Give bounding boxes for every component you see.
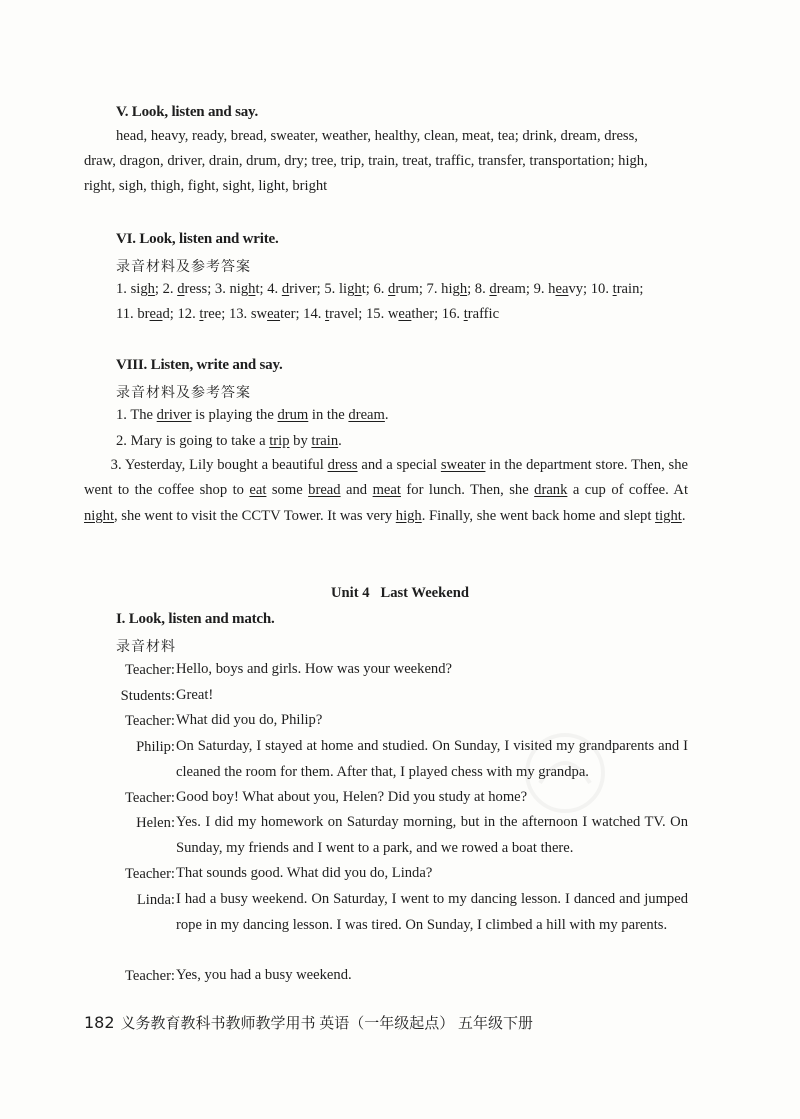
dialogue-speaker: Helen: xyxy=(136,815,175,831)
text-segment: ream; 9. h xyxy=(496,281,556,297)
section-viii-paragraph xyxy=(84,453,688,529)
text-segment: . xyxy=(681,507,686,524)
underlined-answer: dress xyxy=(327,457,358,473)
text-segment: 1. si xyxy=(116,281,141,297)
text-segment: ree; 13. sw xyxy=(203,306,268,322)
underlined-answer: driver xyxy=(156,407,192,423)
section-viii-sentence xyxy=(116,407,389,424)
dialogue-speaker: Teacher: xyxy=(124,790,175,806)
section-v-line: draw, dragon, driver, drain, drum, dry; tree, trip, train, treat, traffic, transfer, transportation; high, xyxy=(84,153,648,169)
underlined-answer: meat xyxy=(372,482,401,499)
text-segment: t; 6. xyxy=(361,281,389,297)
text-segment: 1. The xyxy=(116,407,157,423)
text-segment: by xyxy=(289,433,312,449)
dialogue-line: That sounds good. What did you do, Linda? xyxy=(176,865,433,881)
text-segment: d; 12. xyxy=(162,306,200,322)
text-segment: a cup of coffee. At xyxy=(567,482,689,499)
text-segment: 11. br xyxy=(116,306,150,322)
underlined-answer: tight xyxy=(655,507,682,524)
text-segment: for lunch. Then, she xyxy=(400,482,535,499)
section-v-title: V. Look, listen and say. xyxy=(116,104,259,120)
text-segment: river; 5. li xyxy=(289,281,348,297)
text-segment: ravel; 15. w xyxy=(329,306,399,322)
unit-section-title: I. Look, listen and match. xyxy=(116,611,275,627)
dialogue-speaker: Teacher: xyxy=(124,968,175,984)
page-footer xyxy=(84,1012,533,1033)
dialogue-line: Yes. I did my homework on Saturday morning, but in the afternoon I watched TV. On Sunday, my friends and I went to a park, and we rowed a boat there. xyxy=(176,814,688,856)
dialogue-line: What did you do, Philip? xyxy=(176,712,323,728)
underlined-answer: gh xyxy=(452,281,468,297)
section-vi-answers-line xyxy=(116,306,499,323)
text-segment: 3. Yesterday, Lily bought a beautiful xyxy=(84,457,328,473)
underlined-answer: gh xyxy=(347,281,362,297)
dialogue-speaker: Teacher: xyxy=(124,713,175,729)
unit-subtitle: 录音材料 xyxy=(116,639,176,655)
underlined-answer: eat xyxy=(249,482,267,499)
text-segment: ter; 14. xyxy=(280,306,326,322)
underlined-answer: night xyxy=(84,507,114,524)
text-segment: and xyxy=(340,482,373,499)
text-segment: in the department store. Then, she went to the coffee shop to xyxy=(84,457,688,499)
underlined-answer: train xyxy=(311,433,339,449)
section-viii-subtitle: 录音材料及参考答案 xyxy=(116,385,251,401)
dialogue-line: Great! xyxy=(176,687,214,703)
underlined-answer: d xyxy=(388,281,396,297)
section-v-line: right, sigh, thigh, fight, sight, light, bright xyxy=(84,178,328,194)
text-segment: rum; 7. hi xyxy=(395,281,453,297)
text-segment: rain; xyxy=(616,281,644,297)
underlined-answer: d xyxy=(489,281,497,297)
dialogue-line: Yes, you had a busy weekend. xyxy=(176,967,352,983)
underlined-answer: t xyxy=(199,306,204,322)
underlined-answer: bread xyxy=(308,482,341,499)
underlined-answer: ea xyxy=(149,306,163,322)
underlined-answer: drum xyxy=(277,407,309,423)
text-segment: , she went to visit the CCTV Tower. It was very xyxy=(114,507,396,524)
dialogue-line: On Saturday, I stayed at home and studied. On Sunday, I visited my grandparents and I cleaned the room for them. After that, I played chess with my grandpa. xyxy=(176,738,688,780)
section-viii-sentence xyxy=(116,433,342,450)
dialogue-speaker: Students: xyxy=(120,688,175,704)
underlined-answer: ea xyxy=(267,306,281,322)
dialogue-speaker: Teacher: xyxy=(124,662,175,678)
dialogue-line: Hello, boys and girls. How was your weekend? xyxy=(176,661,453,677)
underlined-answer: t xyxy=(325,306,330,322)
underlined-answer: t xyxy=(612,281,617,297)
underlined-answer: d xyxy=(281,281,290,297)
section-vi-answers-line xyxy=(116,281,643,298)
page-number: 182 xyxy=(84,1013,115,1032)
underlined-answer: gh xyxy=(140,281,155,297)
section-vi-title: VI. Look, listen and write. xyxy=(116,231,279,247)
text-segment: in the xyxy=(308,407,349,423)
watermark-logo-icon xyxy=(520,728,610,818)
underlined-answer: dream xyxy=(348,407,385,423)
book-title: 义务教育教科书教师教学用书 英语（一年级起点） 五年级下册 xyxy=(120,1016,534,1032)
text-segment: . xyxy=(384,407,389,423)
text-segment: vy; 10. xyxy=(568,281,613,297)
underlined-answer: drank xyxy=(534,482,568,499)
section-v-line: head, heavy, ready, bread, sweater, weather, healthy, clean, meat, tea; drink, dream, dress, xyxy=(116,128,638,144)
section-vi-subtitle: 录音材料及参考答案 xyxy=(116,259,251,275)
dialogue-speaker: Linda: xyxy=(136,892,175,908)
text-segment: raffic xyxy=(467,306,500,322)
underlined-answer: ea xyxy=(555,281,569,297)
underlined-answer: t xyxy=(463,306,468,322)
underlined-answer: sweater xyxy=(440,457,486,473)
dialogue-speaker: Teacher: xyxy=(124,866,175,882)
underlined-answer: d xyxy=(177,281,185,297)
text-segment: some xyxy=(266,482,309,499)
dialogue-line: Good boy! What about you, Helen? Did you study at home? xyxy=(176,789,528,805)
text-segment: t; 4. xyxy=(255,281,282,297)
text-segment: ther; 16. xyxy=(411,306,464,322)
underlined-answer: high xyxy=(395,507,422,524)
underlined-answer: trip xyxy=(269,433,290,449)
unit-title: Unit 4 Last Weekend xyxy=(331,585,469,601)
text-segment: ; 8. xyxy=(467,281,490,297)
text-segment: ress; 3. ni xyxy=(184,281,241,297)
text-segment: is playing the xyxy=(191,407,278,423)
dialogue-line: I had a busy weekend. On Saturday, I went to my dancing lesson. I danced and jumped rope in my dancing lesson. I was tired. On Sunday, I climbed a hill with my parents. xyxy=(176,891,688,933)
underlined-answer: ea xyxy=(398,306,412,322)
text-segment: ; 2. xyxy=(154,281,178,297)
underlined-answer: gh xyxy=(240,281,256,297)
dialogue-speaker: Philip: xyxy=(136,739,175,755)
section-viii-title: VIII. Listen, write and say. xyxy=(116,357,283,373)
text-segment: . xyxy=(338,433,342,449)
text-segment: 2. Mary is going to take a xyxy=(116,433,270,449)
text-segment: and a special xyxy=(357,457,441,473)
text-segment: . Finally, she went back home and slept xyxy=(421,507,656,524)
